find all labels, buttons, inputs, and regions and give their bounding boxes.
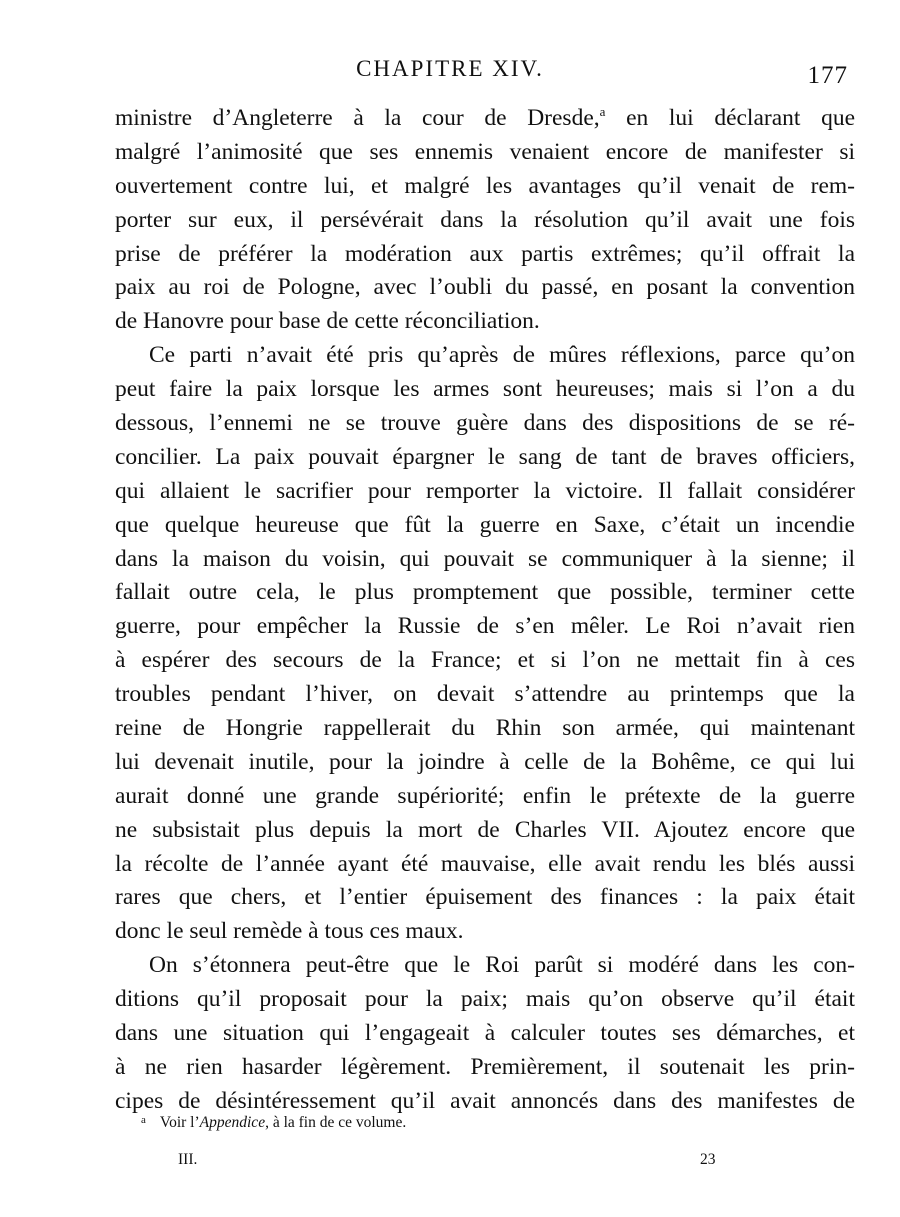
- text-line: porter sur eux, il persévérait dans la résolution qu’il avait une fois: [115, 206, 855, 233]
- text-line: dessous, l’ennemi ne se trouve guère dans des dispositions de se ré-: [115, 410, 855, 437]
- text-line: Ce parti n’avait été pris qu’après de mûres réflexions, parce qu’on: [149, 342, 855, 369]
- footnote-italic: Appendice: [199, 1114, 266, 1131]
- text-line: ne subsistait plus depuis la mort de Charles VII. Ajoutez encore que: [115, 816, 855, 843]
- text-line: On s’étonnera peut-être que le Roi parût si modéré dans les con-: [149, 952, 855, 979]
- text-line: reine de Hongrie rappellerait du Rhin son armée, qui maintenant: [115, 715, 855, 742]
- page-number: 177: [807, 62, 848, 89]
- text-line: peut faire la paix lorsque les armes sont heureuses; mais si l’on a du: [115, 376, 855, 403]
- text-line: concilier. La paix pouvait épargner le sang de tant de braves officiers,: [115, 443, 855, 470]
- chapter-title: CHAPITRE XIV.: [356, 56, 544, 81]
- footnote-prefix: Voir l’: [159, 1114, 200, 1131]
- footnote-label: a: [141, 1114, 146, 1126]
- text-line: à espérer des secours de la France; et si l’on ne mettait fin à ces: [115, 647, 855, 674]
- text-line: malgré l’animosité que ses ennemis venaient encore de manifester si: [115, 138, 855, 165]
- footnote-marker: a: [599, 104, 606, 119]
- footnote-suffix: , à la fin de ce volume.: [265, 1114, 407, 1131]
- text-line-continuation: en lui déclarant que: [626, 105, 855, 131]
- text-line: de Hanovre pour base de cette réconciliation.: [115, 308, 540, 335]
- volume-signature: III.: [178, 1151, 198, 1168]
- text-line: aurait donné une grande supériorité; enfin le prétexte de la guerre: [115, 782, 855, 809]
- text-line: troubles pendant l’hiver, on devait s’attendre au printemps que la: [115, 681, 855, 708]
- text-line: guerre, pour empêcher la Russie de s’en mêler. Le Roi n’avait rien: [115, 613, 855, 640]
- footnote: [141, 1114, 406, 1132]
- text-line: qui allaient le sacrifier pour remporter la victoire. Il fallait considérer: [115, 477, 855, 504]
- text-line: que quelque heureuse que fût la guerre en Saxe, c’était un incendie: [115, 511, 855, 538]
- text-line: lui devenait inutile, pour la joindre à celle de la Bohême, ce qui lui: [115, 748, 855, 775]
- text-line: dans une situation qui l’engageait à calculer toutes ses démarches, et: [115, 1020, 855, 1047]
- running-head: [0, 56, 900, 90]
- text-line: paix au roi de Pologne, avec l’oubli du passé, en posant la convention: [115, 274, 855, 301]
- sheet-signature: 23: [700, 1151, 716, 1168]
- text-line: prise de préférer la modération aux partis extrêmes; qu’il offrait la: [115, 240, 855, 267]
- text-line: [115, 102, 855, 136]
- text-line-content: ministre d’Angleterre à la cour de Dresde,: [115, 105, 600, 131]
- text-line: donc le seul remède à tous ces maux.: [115, 918, 464, 945]
- body-text: [115, 102, 855, 1119]
- text-line: la récolte de l’année ayant été mauvaise, elle avait rendu les blés aussi: [115, 850, 855, 877]
- text-line: cipes de désintéressement qu’il avait annoncés dans des manifestes de: [115, 1087, 855, 1114]
- text-line: rares que chers, et l’entier épuisement des finances : la paix était: [115, 884, 855, 911]
- text-line: à ne rien hasarder légèrement. Premièrement, il soutenait les prin-: [115, 1053, 855, 1080]
- text-line: ditions qu’il proposait pour la paix; mais qu’on observe qu’il était: [115, 986, 855, 1013]
- text-line: fallait outre cela, le plus promptement que possible, terminer cette: [115, 579, 855, 606]
- text-line: dans la maison du voisin, qui pouvait se communiquer à la sienne; il: [115, 545, 855, 572]
- text-line: ouvertement contre lui, et malgré les avantages qu’il venait de rem-: [115, 172, 855, 199]
